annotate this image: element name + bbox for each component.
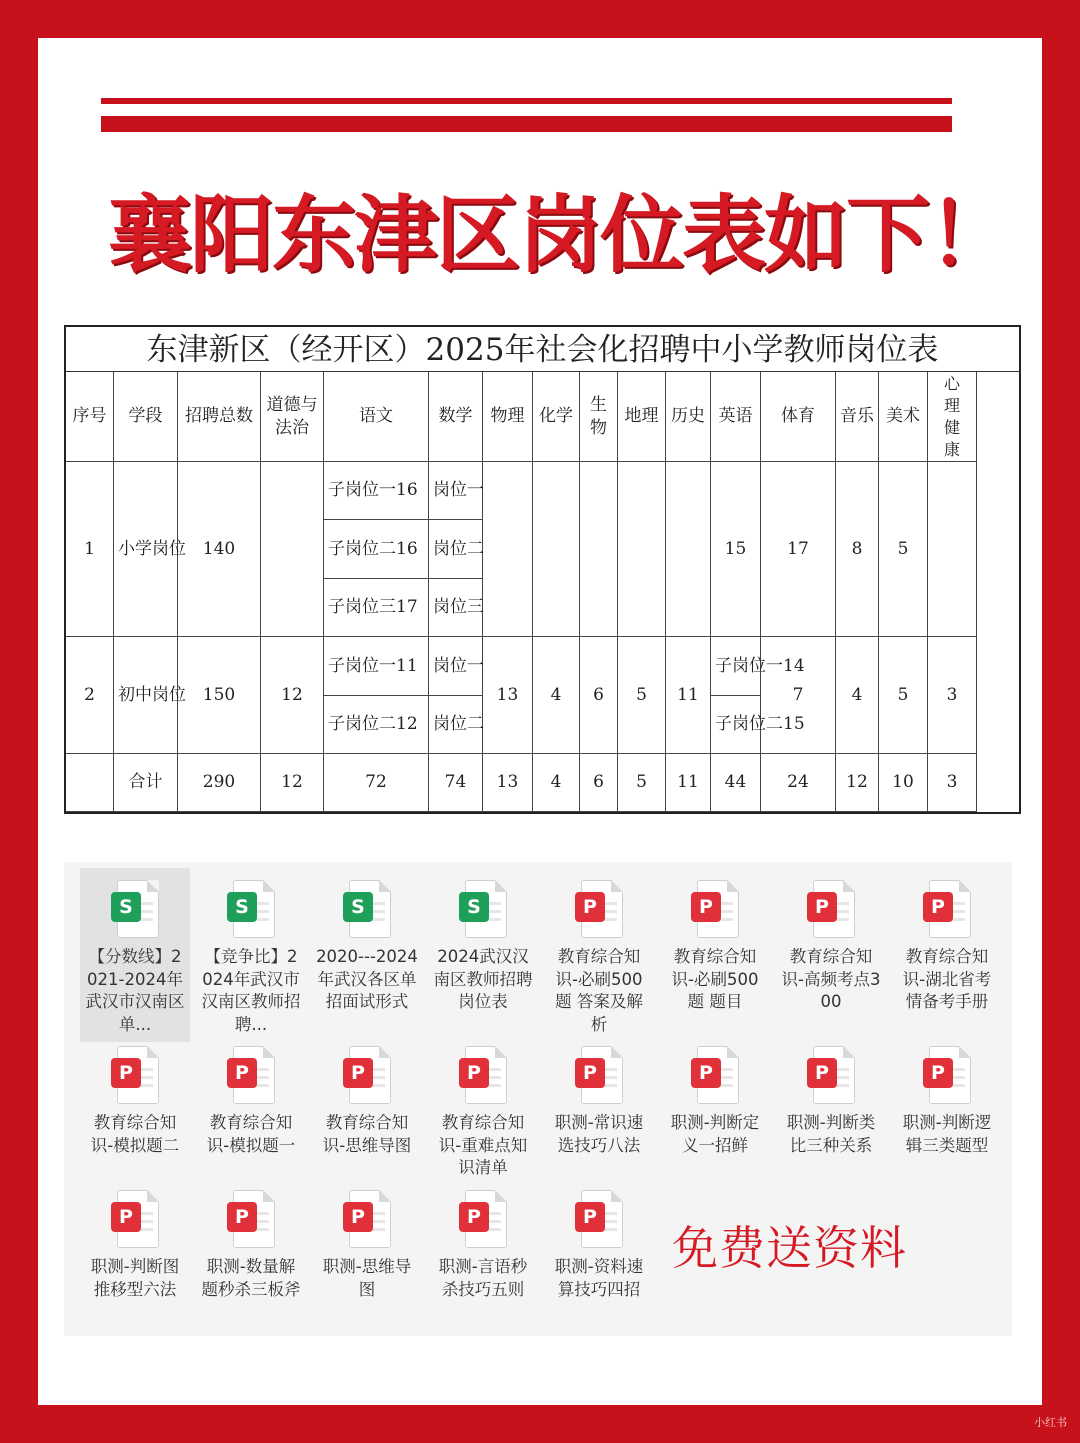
file-name: 【分数线】2021-2024年武汉市汉南区单... <box>85 947 185 1034</box>
header-math: 数学 <box>429 372 483 462</box>
total-english: 44 <box>711 754 761 812</box>
header-chinese: 语文 <box>324 372 429 462</box>
header-music: 音乐 <box>836 372 879 462</box>
row1-math-sub: 岗位三 <box>429 579 483 637</box>
file-name: 教育综合知识-模拟题一 <box>206 1113 296 1155</box>
file-name: 职测-数量解题秒杀三板斧 <box>201 1257 301 1299</box>
file-name: 职测-判断逻辑三类题型 <box>902 1113 992 1155</box>
file-item[interactable] <box>892 868 1002 1020</box>
header-chem: 化学 <box>533 372 580 462</box>
row2-music: 4 <box>836 637 879 754</box>
file-item[interactable] <box>196 1178 306 1307</box>
file-browser <box>64 862 1012 1336</box>
row1-math-sub: 岗位一 <box>429 462 483 520</box>
total-chem: 4 <box>533 754 580 812</box>
header-stage: 学段 <box>114 372 178 462</box>
row2-bio: 6 <box>580 637 618 754</box>
row1-pe: 17 <box>761 462 836 637</box>
spreadsheet-icon: S <box>227 880 275 940</box>
row1-chinese-sub: 子岗位三17 <box>324 579 429 637</box>
header-bio: 生物 <box>580 372 618 462</box>
pdf-icon: P <box>459 1046 507 1106</box>
file-item[interactable] <box>776 1034 886 1163</box>
file-name: 职测-判断类比三种关系 <box>786 1113 876 1155</box>
file-item[interactable] <box>80 1178 190 1307</box>
pdf-icon: P <box>227 1046 275 1106</box>
file-name: 教育综合知识-必刷500题 答案及解析 <box>555 947 643 1034</box>
file-item[interactable] <box>80 1034 190 1163</box>
file-name: 职测-常识速选技巧八法 <box>554 1113 644 1155</box>
total-label: 合计 <box>114 754 178 812</box>
row1-moral <box>261 462 324 637</box>
pdf-icon: P <box>575 1190 623 1250</box>
file-name: 职测-判断定义一招鲜 <box>670 1113 760 1155</box>
row1-stage: 小学岗位 <box>114 462 178 637</box>
header-psych: 心理健康 <box>928 372 977 462</box>
file-name: 2020---2024年武汉各区单招面试形式 <box>316 947 418 1011</box>
row2-history: 11 <box>666 637 711 754</box>
row1-physics <box>483 462 533 637</box>
header-seq: 序号 <box>66 372 114 462</box>
header-history: 历史 <box>666 372 711 462</box>
file-item[interactable] <box>892 1034 1002 1163</box>
row2-total: 150 <box>178 637 261 754</box>
row1-math-sub: 岗位二 <box>429 520 483 579</box>
row1-geo <box>618 462 666 637</box>
row2-chinese-sub: 子岗位二12 <box>324 696 429 754</box>
file-name: 教育综合知识-思维导图 <box>322 1113 412 1155</box>
row2-english-sub: 子岗位一14 <box>711 637 761 696</box>
file-item[interactable] <box>544 1034 654 1163</box>
row1-history <box>666 462 711 637</box>
file-name: 教育综合知识-高频考点300 <box>781 947 881 1011</box>
file-item[interactable] <box>544 1178 654 1307</box>
file-item[interactable] <box>428 868 538 1020</box>
row2-english-sub: 子岗位二15 <box>711 696 761 754</box>
job-table <box>64 325 1021 814</box>
total-moral: 12 <box>261 754 324 812</box>
total-psych: 3 <box>928 754 977 812</box>
decorative-bar-thin <box>101 98 952 104</box>
promo-text: 免费送资料 <box>672 1221 907 1275</box>
total-total: 290 <box>178 754 261 812</box>
header-art: 美术 <box>879 372 928 462</box>
row1-psych <box>928 462 977 637</box>
row2-pe: 7 <box>761 637 836 754</box>
row2-stage: 初中岗位 <box>114 637 178 754</box>
total-chinese: 72 <box>324 754 429 812</box>
header-total: 招聘总数 <box>178 372 261 462</box>
total-physics: 13 <box>483 754 533 812</box>
file-item[interactable] <box>312 1178 422 1307</box>
pdf-icon: P <box>227 1190 275 1250</box>
file-name: 教育综合知识-模拟题二 <box>90 1113 180 1155</box>
file-name: 职测-言语秒杀技巧五则 <box>438 1257 528 1299</box>
row2-geo: 5 <box>618 637 666 754</box>
watermark-logo: 小红书 <box>1034 1416 1067 1429</box>
pdf-icon: P <box>111 1190 159 1250</box>
row2-seq: 2 <box>66 637 114 754</box>
header-moral: 道德与法治 <box>261 372 324 462</box>
pdf-icon: P <box>807 1046 855 1106</box>
file-item[interactable] <box>544 868 654 1042</box>
total-pe: 24 <box>761 754 836 812</box>
pdf-icon: P <box>691 1046 739 1106</box>
row2-math-sub: 岗位一 <box>429 637 483 696</box>
row2-chem: 4 <box>533 637 580 754</box>
total-art: 10 <box>879 754 928 812</box>
total-music: 12 <box>836 754 879 812</box>
pdf-icon: P <box>691 880 739 940</box>
file-item[interactable] <box>776 868 886 1020</box>
row1-total: 140 <box>178 462 261 637</box>
headline: 襄阳东津区岗位表如下！ <box>108 185 1011 284</box>
total-history: 11 <box>666 754 711 812</box>
row2-moral: 12 <box>261 637 324 754</box>
file-name: 教育综合知识-湖北省考情备考手册 <box>902 947 992 1011</box>
pdf-icon: P <box>923 1046 971 1106</box>
file-name: 教育综合知识-重难点知识清单 <box>438 1113 528 1177</box>
pdf-icon: P <box>111 1046 159 1106</box>
row1-chem <box>533 462 580 637</box>
file-item[interactable] <box>312 1034 422 1163</box>
spreadsheet-icon: S <box>459 880 507 940</box>
file-item[interactable] <box>312 868 422 1020</box>
table-title: 东津新区（经开区）2025年社会化招聘中小学教师岗位表 <box>66 327 1019 372</box>
file-name: 教育综合知识-必刷500题 题目 <box>671 947 759 1011</box>
total-bio: 6 <box>580 754 618 812</box>
file-item[interactable] <box>80 868 190 1042</box>
row1-bio <box>580 462 618 637</box>
header-geo: 地理 <box>618 372 666 462</box>
file-item[interactable] <box>428 1178 538 1307</box>
row2-physics: 13 <box>483 637 533 754</box>
row1-chinese-sub: 子岗位一16 <box>324 462 429 520</box>
row2-chinese-sub: 子岗位一11 <box>324 637 429 696</box>
file-name: 职测-资料速算技巧四招 <box>554 1257 644 1299</box>
file-item[interactable] <box>660 1034 770 1163</box>
row2-art: 5 <box>879 637 928 754</box>
file-name: 职测-判断图推移型六法 <box>90 1257 180 1299</box>
row2-math-sub: 岗位二 <box>429 696 483 754</box>
row1-seq: 1 <box>66 462 114 637</box>
file-item[interactable] <box>660 868 770 1020</box>
pdf-icon: P <box>459 1190 507 1250</box>
decorative-bar-thick <box>101 116 952 132</box>
spreadsheet-icon: S <box>343 880 391 940</box>
file-item[interactable] <box>196 1034 306 1163</box>
row1-chinese-sub: 子岗位二16 <box>324 520 429 579</box>
spreadsheet-icon: S <box>111 880 159 940</box>
file-item[interactable] <box>196 868 306 1042</box>
row1-english: 15 <box>711 462 761 637</box>
file-name: 【竞争比】2024年武汉市汉南区教师招聘... <box>201 947 301 1034</box>
pdf-icon: P <box>343 1046 391 1106</box>
total-math: 74 <box>429 754 483 812</box>
header-physics: 物理 <box>483 372 533 462</box>
total-geo: 5 <box>618 754 666 812</box>
header-pe: 体育 <box>761 372 836 462</box>
pdf-icon: P <box>575 880 623 940</box>
file-name: 2024武汉汉南区教师招聘岗位表 <box>433 947 533 1011</box>
pdf-icon: P <box>343 1190 391 1250</box>
pdf-icon: P <box>807 880 855 940</box>
file-item[interactable] <box>428 1034 538 1186</box>
row1-art: 5 <box>879 462 928 637</box>
row1-music: 8 <box>836 462 879 637</box>
header-english: 英语 <box>711 372 761 462</box>
pdf-icon: P <box>923 880 971 940</box>
total-seq <box>66 754 114 812</box>
row2-psych: 3 <box>928 637 977 754</box>
file-name: 职测-思维导图 <box>322 1257 412 1299</box>
pdf-icon: P <box>575 1046 623 1106</box>
